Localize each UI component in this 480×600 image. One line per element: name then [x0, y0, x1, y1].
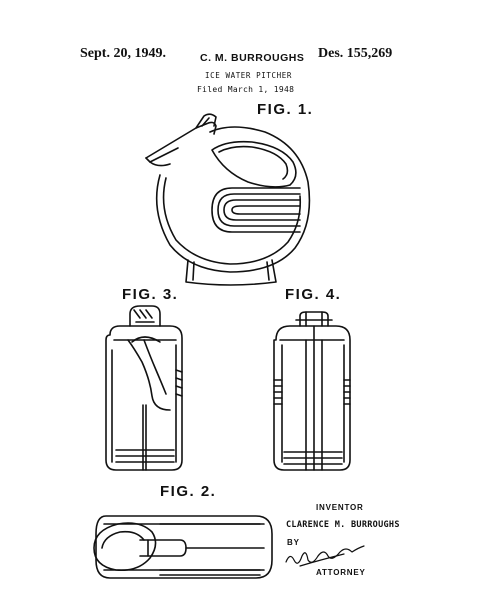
fig1-pitcher-side-view [146, 114, 309, 285]
filed-date: Filed March 1, 1948 [197, 85, 295, 94]
attorney-signature [286, 546, 364, 566]
fig1-label: FIG. 1. [257, 101, 314, 118]
fig4-pitcher-end-view [274, 312, 350, 470]
fig2-pitcher-top-view [94, 516, 272, 578]
fig3-pitcher-end-view [106, 306, 182, 470]
fig2-label: FIG. 2. [160, 483, 217, 500]
inventor-name: CLARENCE M. BURROUGHS [286, 520, 400, 530]
patent-title: ICE WATER PITCHER [205, 71, 292, 80]
design-number: Des. 155,269 [318, 46, 393, 61]
inventor-heading: INVENTOR [316, 503, 364, 512]
inventor-header: C. M. BURROUGHS [200, 52, 305, 64]
by-label: BY [287, 538, 300, 547]
attorney-heading: ATTORNEY [316, 568, 366, 577]
patent-date: Sept. 20, 1949. [80, 46, 166, 61]
fig4-label: FIG. 4. [285, 286, 342, 303]
fig3-label: FIG. 3. [122, 286, 179, 303]
